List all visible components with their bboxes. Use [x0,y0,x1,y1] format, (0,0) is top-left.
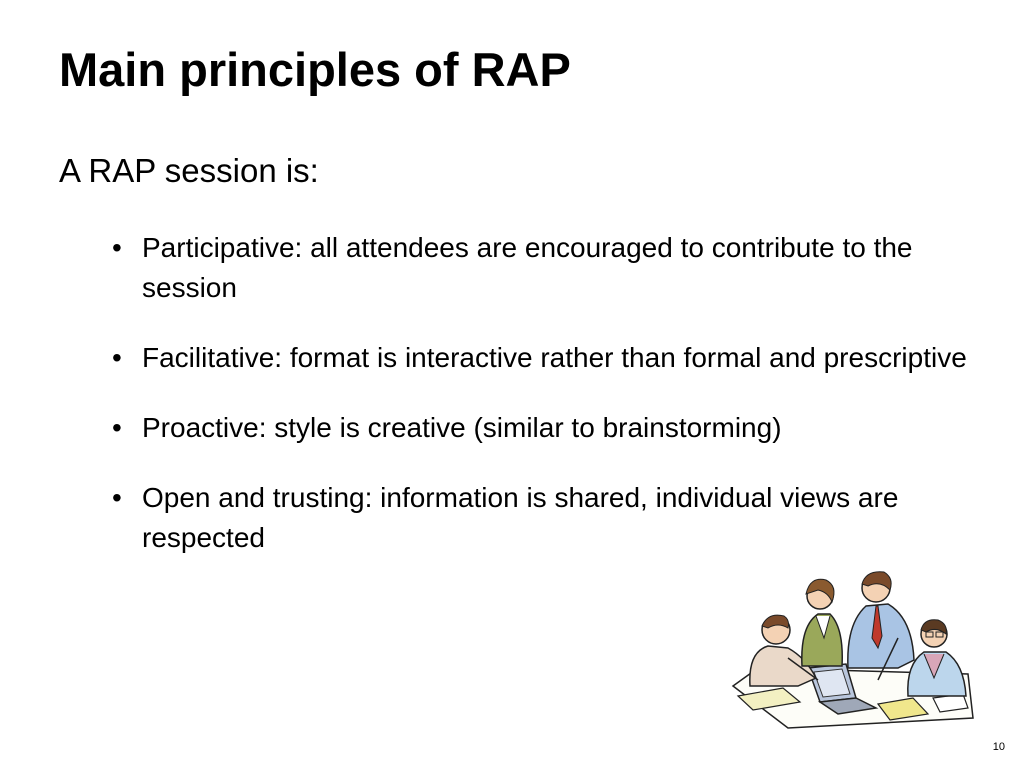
bullet-icon: • [112,482,122,513]
bullet-item-proactive [112,408,992,448]
bullet-icon: • [112,342,122,373]
bullet-text: Open and trusting: information is shared, individual views are respected [142,482,899,553]
team-meeting-clipart-icon [728,568,978,738]
page-number: 10 [992,741,1005,753]
bullet-text: Participative: all attendees are encouraged to contribute to the session [142,232,913,303]
slide-title: Main principles of RAP [59,43,571,96]
bullet-list [112,228,992,588]
bullet-item-participative [112,228,992,308]
bullet-icon: • [112,412,122,443]
intro-text: A RAP session is: [59,152,319,189]
bullet-item-open-trusting [112,478,992,558]
bullet-text: Proactive: style is creative (similar to brainstorming) [142,412,782,443]
bullet-text: Facilitative: format is interactive rather than formal and prescriptive [142,342,967,373]
bullet-item-facilitative [112,338,992,378]
bullet-icon: • [112,232,122,263]
